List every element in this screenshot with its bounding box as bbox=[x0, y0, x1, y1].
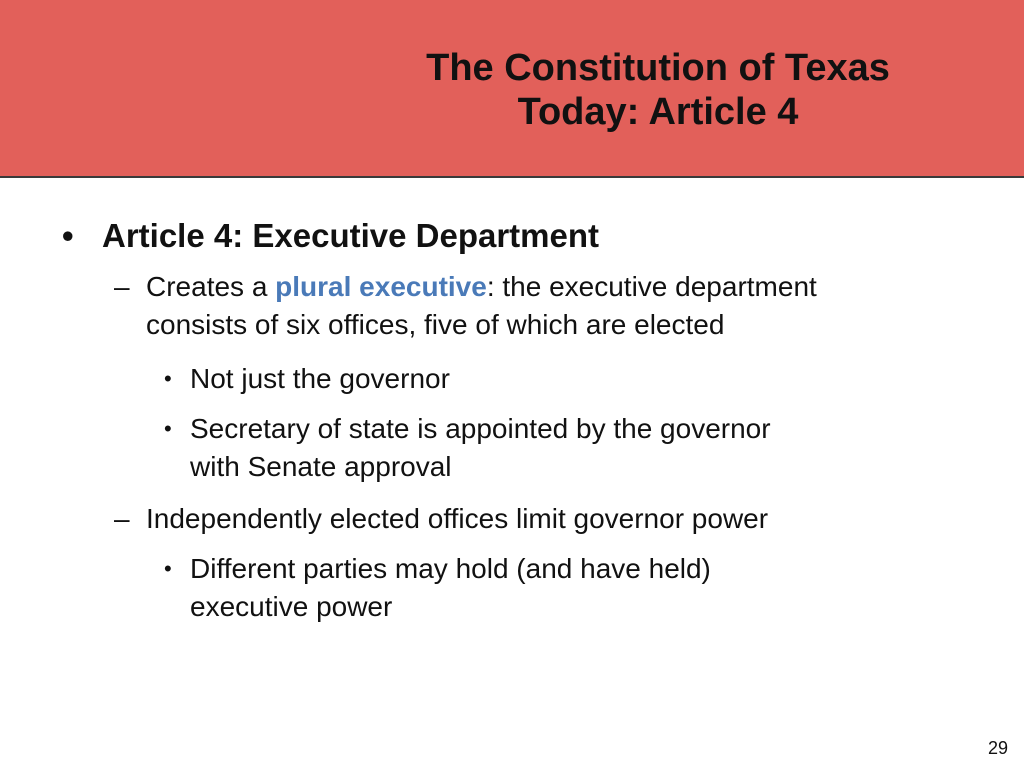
sub1-line2: consists of six offices, five of which are elected bbox=[146, 309, 725, 340]
heading-text: Article 4: Executive Department bbox=[102, 217, 600, 254]
sub-bullet-text bbox=[190, 550, 950, 626]
sub1-line1-rest: : the executive department bbox=[486, 271, 817, 302]
sub-bullet-text bbox=[190, 410, 950, 486]
sub-bullet-text: Not just the governor bbox=[190, 363, 450, 394]
title-line-2: Today: Article 4 bbox=[517, 91, 799, 133]
bullet-marker: • bbox=[62, 217, 74, 254]
title-line-1: The Constitution of Texas bbox=[426, 47, 890, 89]
bullet-marker: • bbox=[164, 366, 172, 391]
bullet-marker: • bbox=[164, 416, 172, 441]
sub1-b2-line2: with Senate approval bbox=[190, 451, 452, 482]
sub-item-text bbox=[146, 268, 986, 344]
sub2-b1-line2: executive power bbox=[190, 591, 393, 622]
sub2-b1-line1: Different parties may hold (and have held) bbox=[190, 553, 711, 584]
sub1-b2-line1: Secretary of state is appointed by the governor bbox=[190, 413, 771, 444]
sub1-prefix: Creates a bbox=[146, 271, 276, 302]
bullet-marker: • bbox=[164, 556, 172, 581]
dash-marker: – bbox=[114, 271, 130, 302]
page-number: 29 bbox=[987, 738, 1008, 758]
dash-marker: – bbox=[114, 503, 130, 534]
plural-executive-highlight: plural executive bbox=[275, 271, 487, 302]
sub-item-text: Independently elected offices limit governor power bbox=[146, 503, 769, 534]
